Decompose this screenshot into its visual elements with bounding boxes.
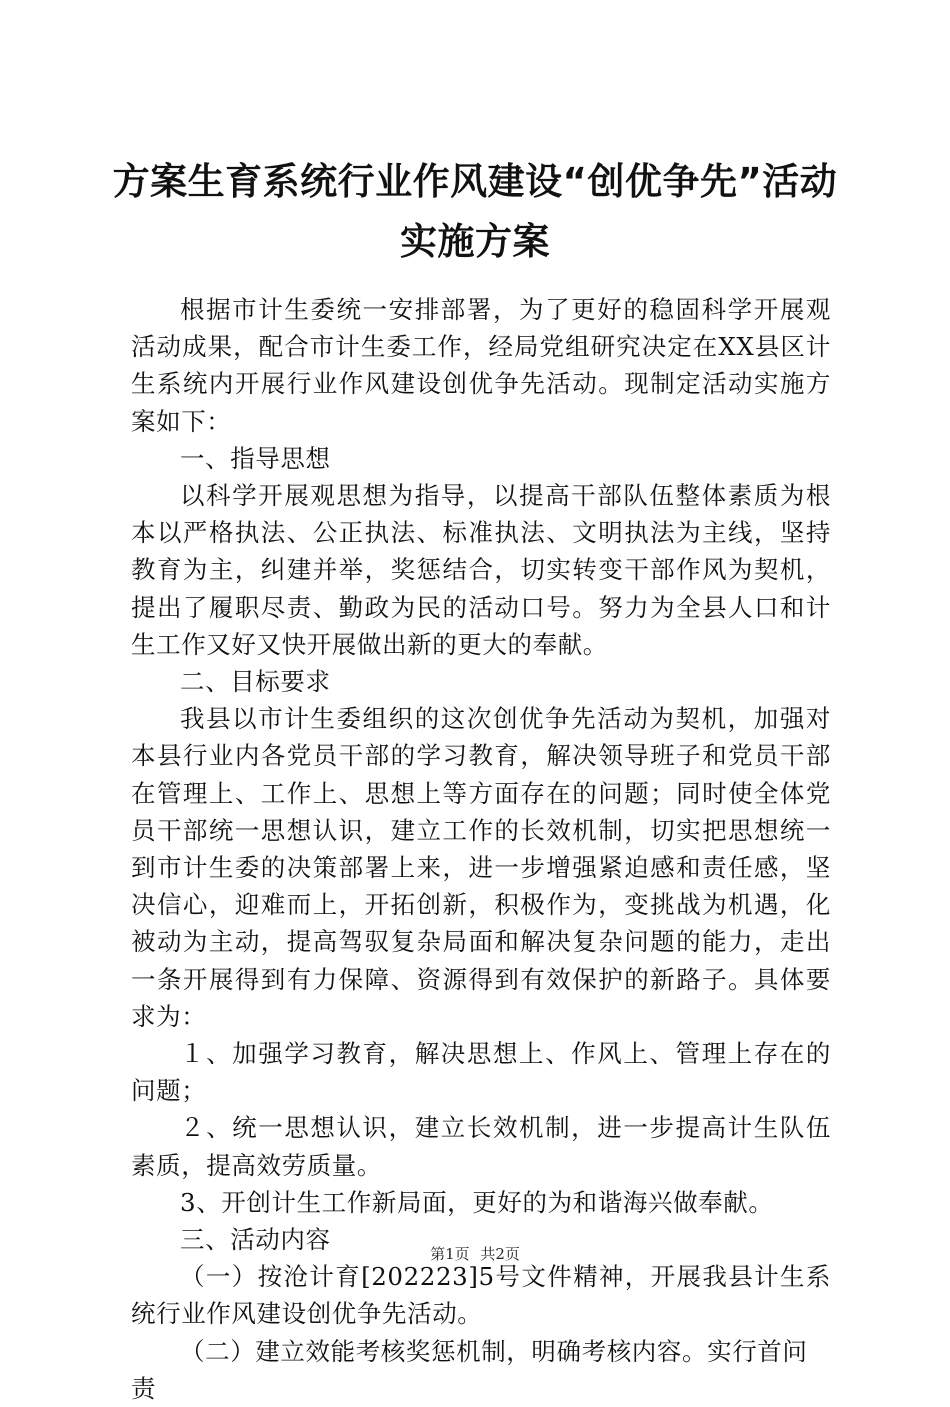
page-total: 共2页 [480,1245,520,1263]
intro-paragraph: 根据市计生委统一安排部署，为了更好的稳固科学开展观活动成果，配合市计生委工作，经局党组研究决定在XX县区计生系统内开展行业作风建设创优争先活动。现制定活动实施方案如下： [131,295,831,436]
page-number: 第1页 [430,1245,470,1263]
requirement-item-2: ２、统一思想认识，建立长效机制，进一步提高计生队伍素质，提高效劳质量。 [131,1113,831,1180]
document-title-line-2: 实施方案 [400,220,550,263]
section-heading-goals: 二、目标要求 [180,667,331,697]
goals-paragraph: 我县以市计生委组织的这次创优争先活动为契机，加强对本县行业内各党员干部的学习教育，解决领导班子和党员干部在管理上、工作上、思想上等方面存在的问题；同时使全体党员干部统一思想认识，建立工作的长效机制，切实把思想统一到市计生委的决策部署上来，进一步增强紧迫感和责任感，坚决信心，迎难而上，开拓创新，积极作为，变挑战为机遇，化被动为主动，提高驾驭复杂局面和解决复杂问题的能力，走出一条开展得到有力保障、资源得到有效保护的新路子。具体要求为： [131,704,831,1031]
guiding-thought-paragraph: 以科学开展观思想为指导，以提高干部队伍整体素质为根本以严格执法、公正执法、标准执法、文明执法为主线，坚持教育为主，纠建并举，奖惩结合，切实转变干部作风为契机，提出了履职尽责、勤政为民的活动口号。努力为全县人口和计生工作又好又快开展做出新的更大的奉献。 [131,481,831,659]
document-title-line-1: 方案生育系统行业作风建设“创优争先”活动 [112,160,838,203]
document-body [131,291,831,1407]
activity-item-2: （二）建立效能考核奖惩机制，明确考核内容。实行首问责 [131,1336,808,1403]
section-heading-guiding-thought: 一、指导思想 [180,443,331,473]
page-footer [0,1244,950,1264]
activity-item-1: （一）按沧计育[202223]5号文件精神，开展我县计生系统行业作风建设创优争先活动。 [131,1262,831,1329]
requirement-item-3: 3、开创计生工作新局面，更好的为和谐海兴做奉献。 [180,1187,774,1217]
section-heading-activities: 三、活动内容 [180,1225,331,1255]
requirement-item-1: １、加强学习教育，解决思想上、作风上、管理上存在的问题； [131,1039,831,1106]
